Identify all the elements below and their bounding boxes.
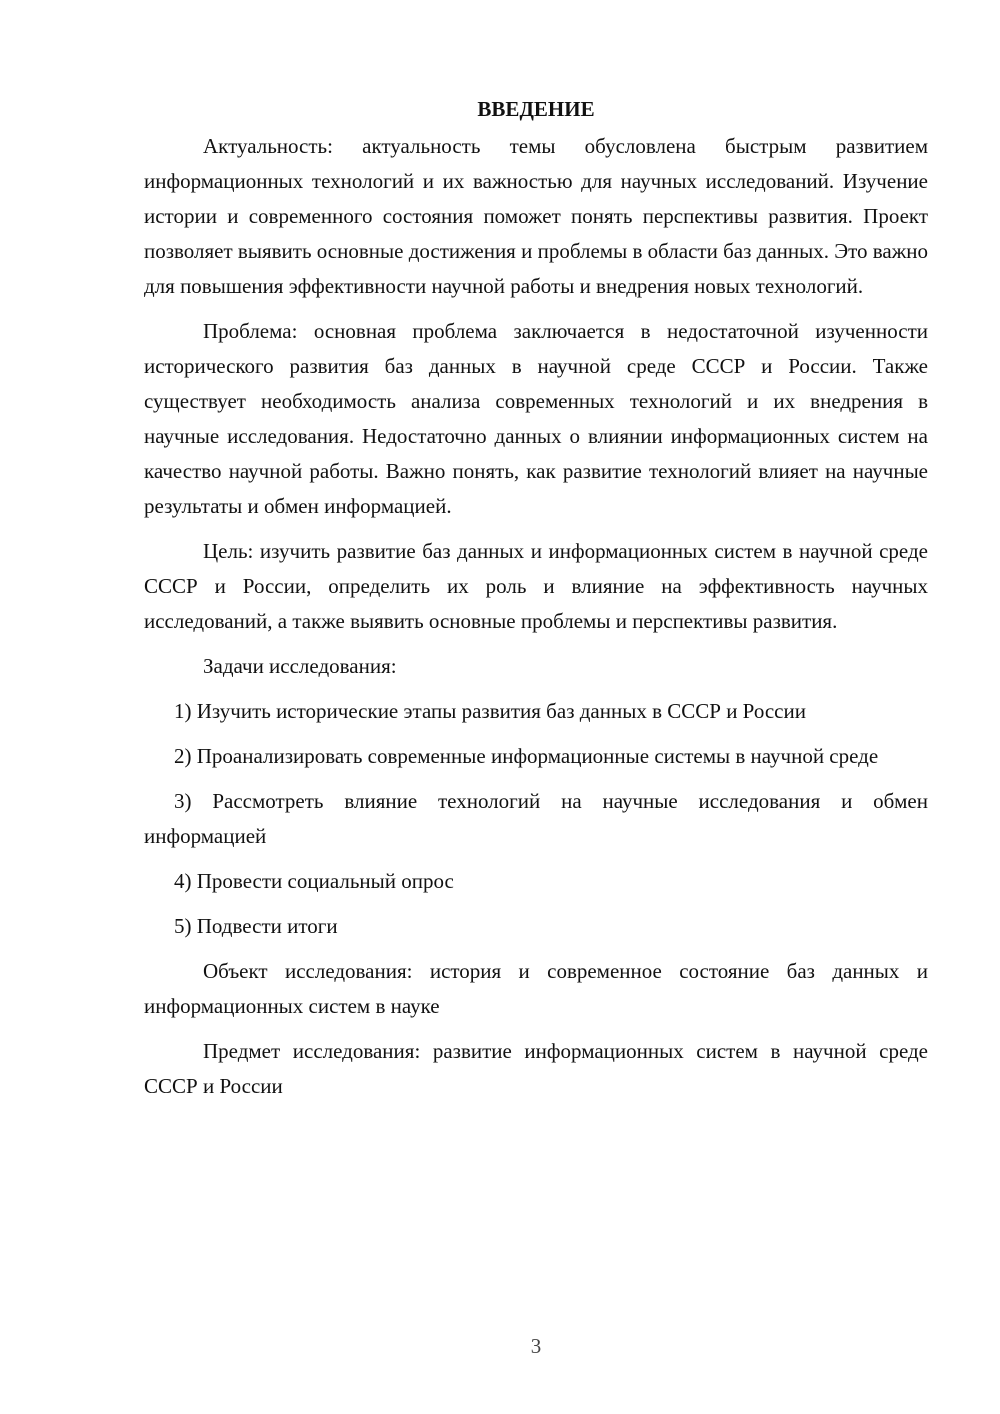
task-item-1: 1) Изучить исторические этапы развития баз данных в СССР и России (174, 699, 806, 723)
goal-paragraph: Цель: изучить развитие баз данных и информационных систем в научной среде СССР и России, определить их роль и влияние на эффективность научных исследований, а также выявить основные проблемы и перспективы развития. (144, 539, 928, 633)
object-paragraph: Объект исследования: история и современное состояние баз данных и информационных систем в науке (144, 959, 928, 1018)
subject-paragraph: Предмет исследования: развитие информационных систем в научной среде СССР и России (144, 1039, 928, 1098)
task-item-2: 2) Проанализировать современные информационные системы в научной среде (174, 744, 879, 768)
task-item-3: 3) Рассмотреть влияние технологий на научные исследования и обмен информацией (144, 789, 928, 848)
page-content (144, 92, 928, 1104)
problem-paragraph: Проблема: основная проблема заключается в недостаточной изученности исторического развития баз данных в научной среде СССР и России. Также существует необходимость анализа современных технологий и их внедрения в научные исследования. Недостаточно данных о влиянии информационных систем на качество научной работы. Важно понять, как развитие технологий влияет на научные результаты и обмен информацией. (144, 319, 928, 518)
page-number: 3 (530, 1334, 542, 1358)
tasks-title: Задачи исследования: (203, 654, 397, 678)
relevance-paragraph: Актуальность: актуальность темы обусловлена быстрым развитием информационных технологий и их важностью для научных исследований. Изучение истории и современного состояния поможет понять перспективы развития. Проект позволяет выявить основные достижения и проблемы в области баз данных. Это важно для повышения эффективности научной работы и внедрения новых технологий. (144, 134, 928, 298)
task-item-5: 5) Подвести итоги (174, 914, 338, 938)
task-item-4: 4) Провести социальный опрос (174, 869, 454, 893)
section-heading: ВВЕДЕНИЕ (477, 97, 595, 121)
